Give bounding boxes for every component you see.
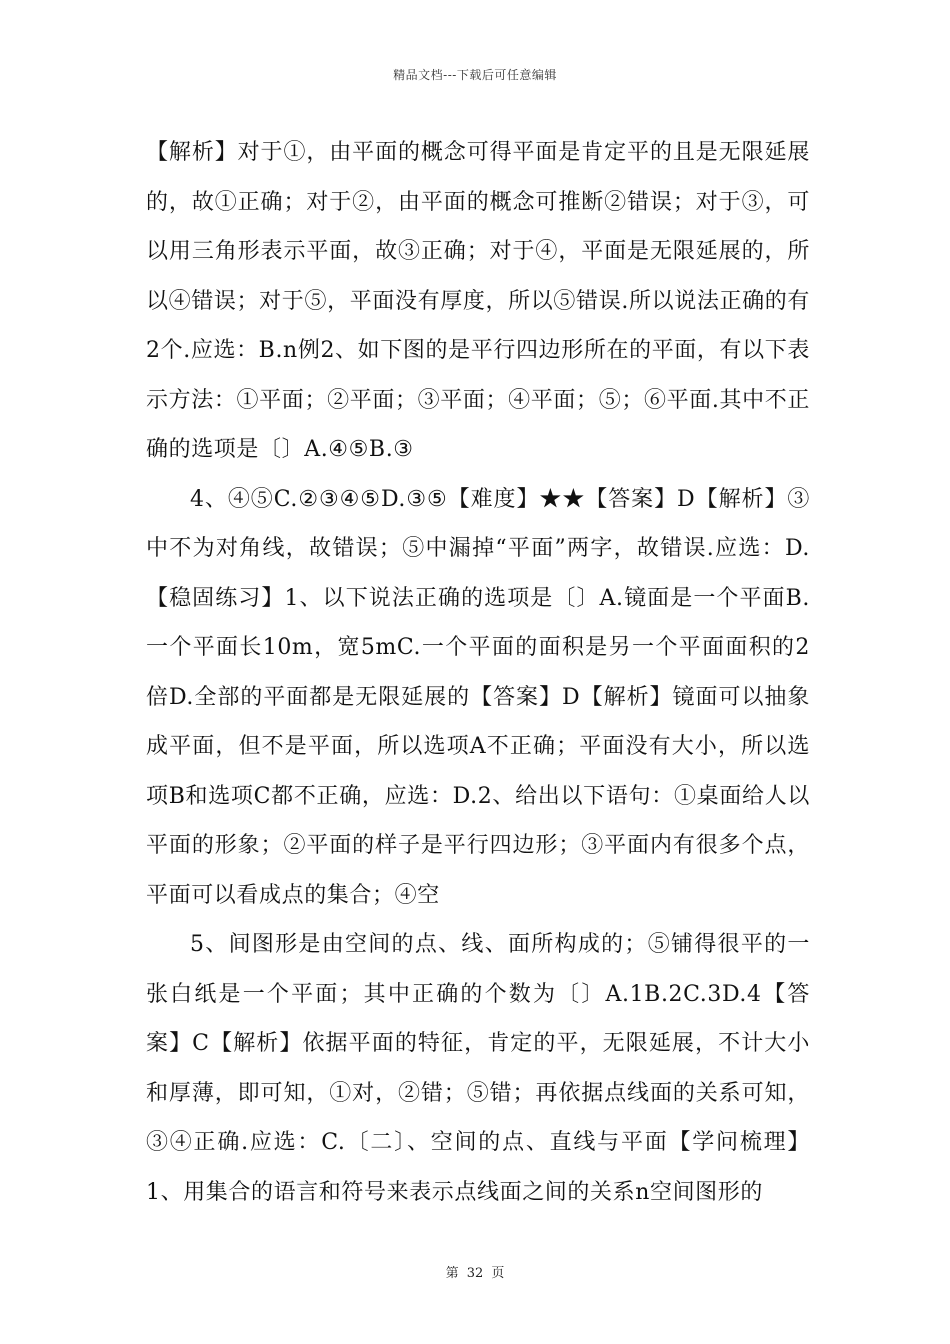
paragraph-2: 4、④⑤C.②③④⑤D.③⑤【难度】★★【答案】D【解析】③中不为对角线，故错误；⑤中漏掉“平面”两字，故错误.应选：D.【稳固练习】1、以下说法正确的选项是〔〕A.镜面是一个平面B.一个平面长10m，宽5mC.一个平面的面积是另一个平面面积的2倍D.全部的平面都是无限延展的【答案】D【解析】镜面可以抽象成平面，但不是平面，所以选项A不正确；平面没有大小，所以选项B和选项C都不正确，应选：D.2、给出以下语句：①桌面给人以平面的形象；②平面的样子是平行四边形；③平面内有很多个点，平面可以看成点的集合；④空 — [146, 486, 810, 908]
paragraph-1: 【解析】对于①，由平面的概念可得平面是肯定平的且是无限延展的，故①正确；对于②，由平面的概念可推断②错误；对于③，可以用三角形表示平面，故③正确；对于④，平面是无限延展的，所以④错误；对于⑤，平面没有厚度，所以⑤错误.所以说法正确的有2个.应选：B.n例2、如下图的是平行四边形所在的平面，有以下表示方法：①平面；②平面；③平面；④平面；⑤；⑥平面.其中不正确的选项是〔〕A.④⑤B.③ — [146, 140, 810, 462]
page-number: 第 32 页 — [445, 1266, 505, 1281]
paragraph-3: 5、间图形是由空间的点、线、面所构成的；⑤铺得很平的一张白纸是一个平面；其中正确的个数为〔〕A.1B.2C.3D.4【答案】C【解析】依据平面的特征，肯定的平，无限延展，不计大小和厚薄，即可知，①对，②错；⑤错；再依据点线面的关系可知，③④正确.应选：C.〔二〕、空间的点、直线与平面【学问梳理】1、用集合的语言和符号来表示点线面之间的关系n空间图形的 — [146, 932, 810, 1205]
document-body — [146, 128, 810, 1217]
page-header: 精品文档---下载后可任意编辑 — [393, 68, 557, 82]
